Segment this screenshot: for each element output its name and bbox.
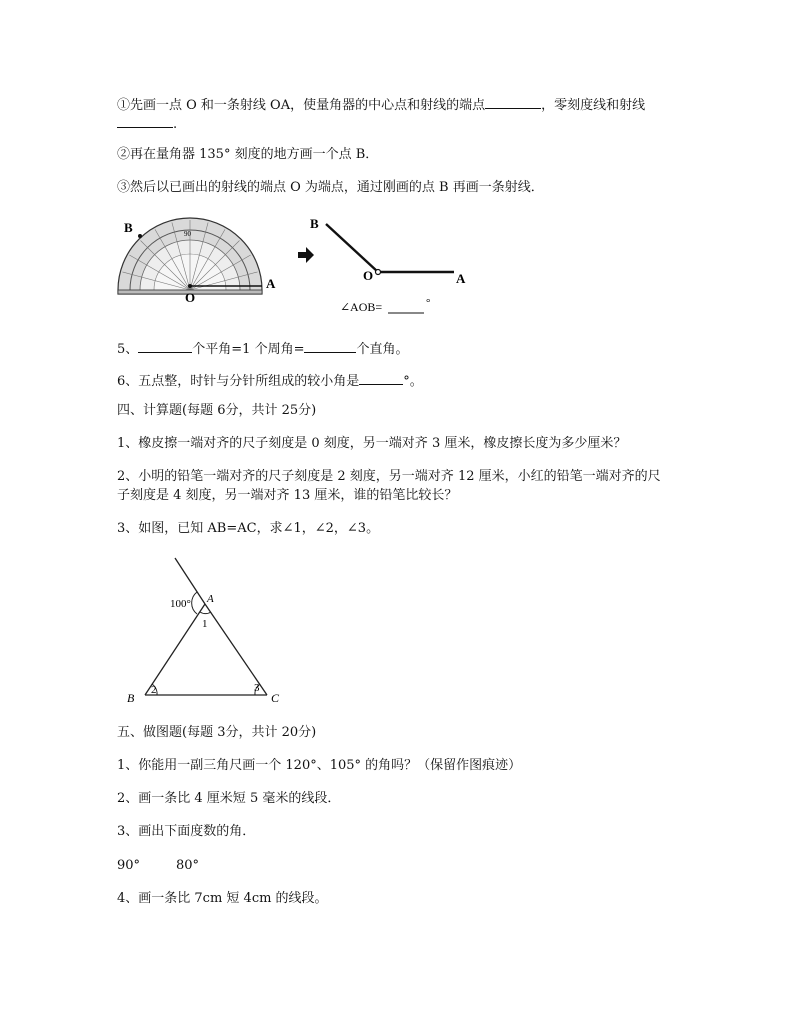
section-5-title: 五、做图题(每题 3分，共计 20分) — [117, 725, 317, 740]
section-4-q1: 1、橡皮擦一端对齐的尺子刻度是 0 刻度，另一端对齐 3 厘米，橡皮擦长度为多少厘米？ — [117, 436, 627, 451]
step-1-text-a: ①先画一点 O 和一条射线 OA，使量角器的中心点和射线的端点 — [117, 98, 486, 113]
step-1-end: . — [173, 117, 178, 132]
question-6 — [117, 370, 423, 391]
protractor-figure — [112, 212, 482, 320]
label-o-left: O — [185, 290, 196, 305]
label-a-right: A — [456, 271, 466, 286]
question-5 — [117, 338, 409, 359]
section-4-title: 四、计算题(每题 6分，共计 25分) — [117, 403, 317, 418]
section-5-q3: 3、画出下面度数的角． — [117, 824, 256, 839]
label-3-triangle: 3 — [254, 682, 260, 694]
label-2-triangle: 2 — [151, 684, 157, 696]
q5-prefix: 5、 — [117, 342, 139, 357]
q6-blank[interactable] — [359, 370, 403, 385]
angle-aob-label: ∠AOB= — [340, 300, 383, 314]
q5-suffix: 个直角。 — [356, 342, 409, 357]
step-2: ②再在量角器 135° 刻度的地方画一个点 B． — [117, 147, 379, 162]
triangle-figure — [117, 556, 297, 708]
q6-suffix: °。 — [403, 374, 423, 389]
step-1-blank-1[interactable] — [485, 94, 541, 109]
angle-80: 80° — [176, 858, 200, 873]
label-b-triangle: B — [127, 691, 135, 705]
step-1-text-b: ，零刻度线和射线 — [541, 98, 646, 113]
q6-text: 6、五点整，时针与分针所组成的较小角是 — [117, 374, 360, 389]
label-c-triangle: C — [271, 691, 280, 705]
label-1-triangle: 1 — [202, 618, 208, 630]
arrow-right-icon — [298, 247, 314, 263]
section-5-q2: 2、画一条比 4 厘米短 5 毫米的线段． — [117, 791, 341, 806]
q5-mid: 个平角=1 个周角= — [192, 342, 305, 357]
section-4-q3: 3、如图，已知 AB=AC，求∠1，∠2，∠3。 — [117, 521, 380, 536]
label-o-right: O — [363, 268, 374, 283]
step-1-blank-2[interactable] — [117, 113, 173, 128]
label-b-left: B — [124, 220, 133, 235]
angle-90: 90° — [117, 858, 141, 873]
protractor-90-mark: 90 — [184, 230, 191, 238]
section-5-q4: 4、画一条比 7cm 短 4cm 的线段。 — [117, 891, 328, 906]
step-1-line-1 — [117, 94, 645, 115]
q5-blank-2[interactable] — [304, 338, 356, 353]
label-a-triangle: A — [207, 593, 214, 605]
label-b-right: B — [310, 216, 319, 231]
section-4-q2-line2: 子刻度是 4 刻度，另一端对齐 13 厘米，谁的铅笔比较长？ — [117, 488, 458, 503]
label-100-degree: 100° — [170, 598, 191, 610]
section-4-q2-line1: 2、小明的铅笔一端对齐的尺子刻度是 2 刻度，另一端对齐 12 厘米，小红的铅笔一端对齐的尺 — [117, 469, 661, 484]
section-5-q1: 1、你能用一副三角尺画一个 120°、105° 的角吗？（保留作图痕迹） — [117, 758, 522, 773]
step-3: ③然后以已画出的射线的端点 O 为端点，通过刚画的点 B 再画一条射线． — [117, 180, 544, 195]
angle-aob-degree: ° — [426, 297, 431, 309]
label-a-left: A — [266, 276, 276, 291]
q5-blank-1[interactable] — [138, 338, 192, 353]
step-1-line-2 — [117, 113, 177, 134]
